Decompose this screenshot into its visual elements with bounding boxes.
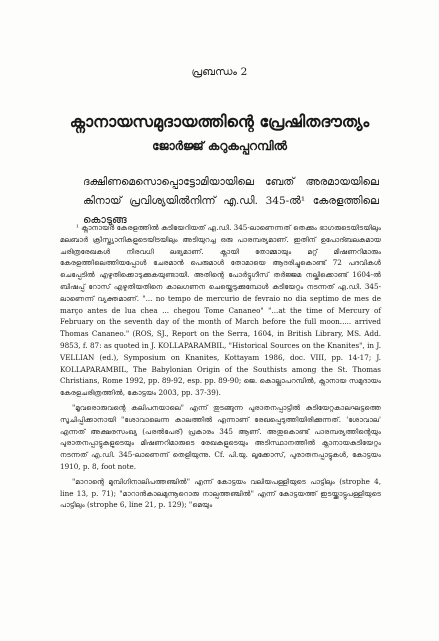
footnote-paragraph: "മാറാന്റെ മുമ്പിഗിനാലിപത്തഞ്ചിൽ" എന്ന് കോട്ടയം വലിയപള്ളിയുടെ പാട്ടിലും (strophe 4, line 13, p. 71); "മാറാൻകാലമുന്നൂറൊരു നാല്പത്തഞ്ചിൽ" എന്ന് കോട്ടയത്ത് ഇടയ്ക്കാട്ടുപള്ളിയുടെ പാട്ടിലും (strophe 6, line 21, p. 129); "മെയും: [60, 476, 381, 510]
footnote-paragraph: "മൂവരൊരുവന്റെ കലിപനയാലെ" എന്ന് തുടങ്ങുന്ന പുരാതനപ്പാട്ടിൽ കുടിയേറ്റകാലഘട്ടത്തെ സൂചിപ്പിക്കാനായി "ശോവാലെന്ന കാലത്തിൽ എന്നാണ് രേഖപ്പെടുത്തിയിരിക്കുന്നത്. 'ശോവാല' എന്നത് അക്ഷരസംഖ്യ (പരൽപേര്) പ്രകാരം 345 ആണ്. അതുകൊണ്ട് പാരമ്പര്യത്തിന്റെയും പുരാതനപ്പാട്ടുകളുടെയും മിഷണറിമാരുടെ രേഖകളുടെയും അടിസ്ഥാനത്തിൽ ക്നാനായകുടിയേറ്റം നടന്നത് എ.ഡി. 345-ലാണെന്ന് തെളിയുന്നു. Cf. പി.യു. ലൂക്കോസ്, പുരാതനപ്പാട്ടുകൾ, കോട്ടയം 1910, p. 8, foot note.: [60, 402, 381, 471]
footnote-paragraph: ¹ ക്നാനായർ കേരളത്തിൽ കുടിയേറിയത് എ.ഡി. 345-ലാണെന്നത് തെക്കും ഭാഗരുടെയിടയിലും മലബാർ ക്രിസ്ത്യാനികളുടെയിടയിലും അടിയുറച്ച ഒരു പാരമ്പര്യമാണ്. ഇതിന് ഉപോദ്ബലകമായ ചരിത്രരേഖകൾ നിരവധി ലഭ്യമാണ്. ക്നായി തോമ്മായും മറ്റ് മിഷണറിമാരും കേരളത്തിലെത്തിയപ്പോൾ ചേരമാൻ പെരുമാൾ തോമായെ ആദരിച്ചുകൊണ്ട് 72 പദവികൾ ചെപ്പേടിൽ എഴുതിക്കൊടുക്കുകയുണ്ടായി. അതിന്റെ പോർട്ടുഗീസ് തർജ്ജമ നല്കിക്കൊണ്ട് 1604-ൽ ബിഷപ്പ് റോസ് എഴുതിയതിനെ കാലഗണന ചെയ്തെടുക്കുമ്പോൾ കുടിയേറ്റം നടന്നത് എ.ഡി. 345-ലാണെന്ന് വ്യക്തമാണ്. "... no tempo de mercurio de fevraio no dia septimo de mes de março antes de lua chea ... chegou Tome Cananeo" "...at the time of Mercury of February on the seventh day of the month of March before the full moon..... arrived Thomas Cananeo." (ROS, SJ., Report on the Serra, 1604, in British Library, MS. Add. 9853, f. 87: as quoted in J. KOLLAPARAMBIL, "Historical Sources on the Knanites", in J. VELLIAN (ed.), Symposium on Knanites, Kottayam 1986, doc. VIII, pp. 14-17; J. KOLLAPARAMBIL, The Babylonian Origin of the Southists among the St. Thomas Christians, Rome 1992, pp. 89-92, esp. pp. 89-90; ജെ. കൊല്ലാപറമ്പിൽ, ക്നാനായ സമുദായം കേരളചരിത്രത്തിൽ, കോട്ടയം 2003, pp. 37-39).: [60, 223, 382, 398]
chapter-label: പ്രബന്ധം 2: [191, 66, 248, 78]
body-paragraph: ദക്ഷിണമെസൊപ്പൊട്ടോമിയായിലെ ബേത് അരമായയിലെ കിനായ് പ്രവിശ്യയിൽനിന്ന് എ.ഡി. 345-ൽ¹ കേരളത്തിലെ കൊടുങ്ങ: [83, 176, 379, 226]
chapter-title: ക്നാനായസമുദായത്തിന്റെ പ്രേഷിതദൗത്യം: [69, 112, 370, 131]
footnote-block: [60, 222, 381, 514]
author-name: ജോർജ്ജ് കറുകപ്പറമ്പിൽ: [152, 139, 287, 153]
